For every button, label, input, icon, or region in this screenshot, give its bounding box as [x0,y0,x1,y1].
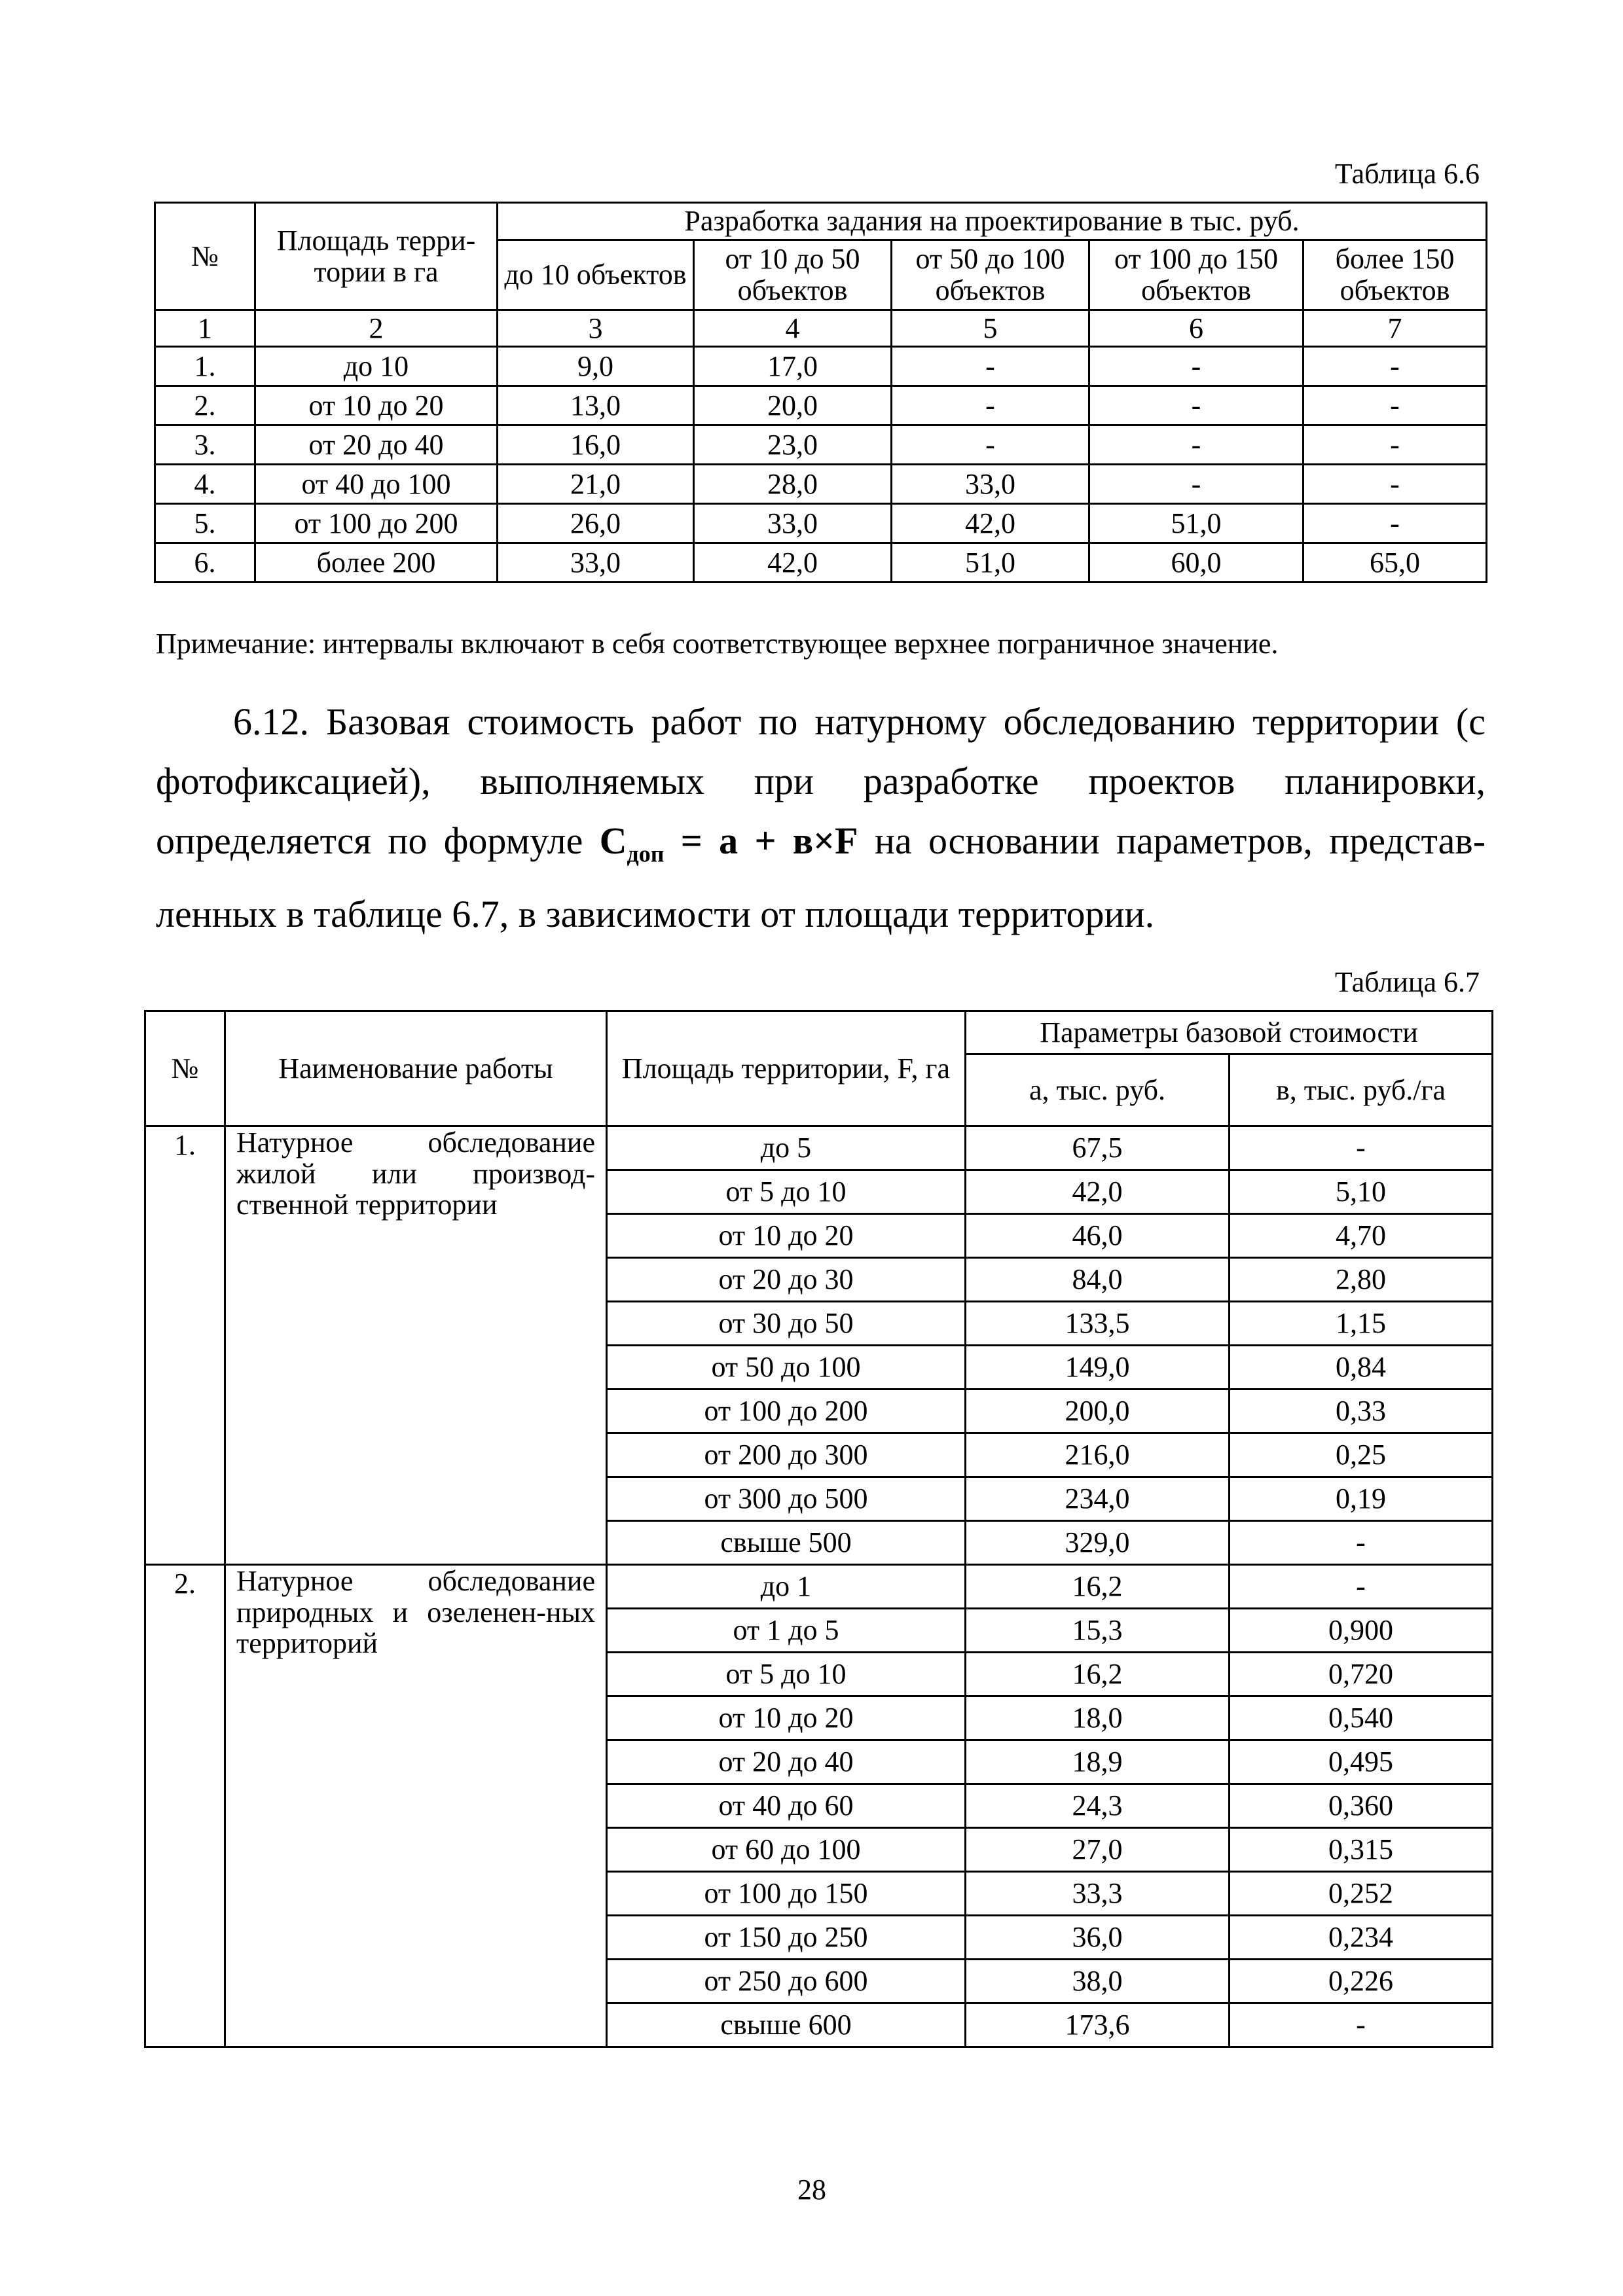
table-cell: - [1089,386,1304,425]
table-cell: 5,10 [1230,1170,1493,1214]
table-cell: свыше 500 [607,1521,966,1565]
table-cell: 3. [155,425,255,465]
paragraph-text-before: 6.12. Базовая стоимость работ по натурному обследованию территории (с фотофиксацией), выполняемых при разработке проектов планировки, определяется по формуле [156,700,1486,862]
table-cell: 2,80 [1230,1258,1493,1302]
table-cell: 27,0 [966,1828,1230,1872]
table-cell: от 5 до 10 [607,1170,966,1214]
paragraph-text-after: на основании параметров, представ-ленных в таблице 6.7, в зависимости от площади территории. [156,819,1486,935]
table-cell: 15,3 [966,1609,1230,1653]
table-cell: 7 [1304,310,1487,347]
table-cell: от 150 до 250 [607,1916,966,1960]
col-header-num: № [145,1011,225,1126]
index-row [155,310,1487,347]
table-cell: 1. [155,347,255,386]
col-header-a: а, тыс. руб. [966,1054,1230,1126]
table-note: Примечание: интервалы включают в себя соответствующее верхнее пограничное значение. [156,628,1279,660]
table-cell: - [1230,2003,1493,2047]
col-header: до 10 объектов [498,240,694,310]
table-cell: 9,0 [498,347,694,386]
table-row [155,347,1487,386]
table-cell: 133,5 [966,1302,1230,1346]
table-cell: до 1 [607,1565,966,1609]
table-cell: - [892,386,1089,425]
table-cell: от 100 до 200 [607,1390,966,1433]
table-cell: от 1 до 5 [607,1609,966,1653]
table-cell: 0,25 [1230,1433,1493,1477]
table-6-7-caption: Таблица 6.7 [1334,966,1480,998]
table-cell: до 5 [607,1126,966,1170]
table-row [145,1126,1493,1170]
table-cell: 5. [155,504,255,543]
table-cell: 33,0 [498,543,694,583]
table-cell: от 10 до 20 [607,1696,966,1740]
table-cell: 1 [155,310,255,347]
table-cell: от 100 до 200 [255,504,498,543]
table-cell: от 40 до 100 [255,465,498,504]
table-cell: - [1089,425,1304,465]
table-cell: от 60 до 100 [607,1828,966,1872]
table-cell: 4 [694,310,892,347]
table-cell: 6. [155,543,255,583]
table-cell: 51,0 [892,543,1089,583]
col-header-name: Наименование работы [225,1011,607,1126]
table-cell: 234,0 [966,1477,1230,1521]
col-header-num: № [155,203,255,310]
table-cell: 0,252 [1230,1872,1493,1916]
table-cell: 42,0 [694,543,892,583]
table-cell: 46,0 [966,1214,1230,1258]
table-row [155,543,1487,583]
group-name: Натурное обследование природных и озеленен-ных территорий [225,1565,607,2047]
table-cell: 42,0 [892,504,1089,543]
group-name: Натурное обследование жилой или производ-ственной территории [225,1126,607,1565]
table-cell: - [892,347,1089,386]
col-header: от 10 до 50 объектов [694,240,892,310]
table-cell: 0,226 [1230,1960,1493,2003]
table-cell: - [1304,425,1487,465]
col-header-group: Разработка задания на проектирование в тыс. руб. [498,203,1487,240]
table-cell: 24,3 [966,1784,1230,1828]
table-cell: - [1089,465,1304,504]
table-cell: 0,234 [1230,1916,1493,1960]
table-cell: 200,0 [966,1390,1230,1433]
table-cell: до 10 [255,347,498,386]
table-cell: - [1304,347,1487,386]
table-cell: 38,0 [966,1960,1230,2003]
table-cell: - [1089,347,1304,386]
table-cell: 2. [155,386,255,425]
col-header: от 50 до 100 объектов [892,240,1089,310]
formula [599,819,858,867]
table-cell: 0,33 [1230,1390,1493,1433]
table-cell: от 100 до 150 [607,1872,966,1916]
table-cell: более 200 [255,543,498,583]
table-cell: 28,0 [694,465,892,504]
table-cell: 329,0 [966,1521,1230,1565]
table-cell: от 20 до 30 [607,1258,966,1302]
table-cell: - [1230,1521,1493,1565]
table-cell: 0,900 [1230,1609,1493,1653]
table-cell: 13,0 [498,386,694,425]
table-6-6 [154,202,1487,583]
table-6-7 [144,1010,1493,2048]
table-cell: 67,5 [966,1126,1230,1170]
table-cell: 17,0 [694,347,892,386]
table-cell: 0,19 [1230,1477,1493,1521]
table-cell: 21,0 [498,465,694,504]
table-cell: - [1304,504,1487,543]
table-row [155,425,1487,465]
table-cell: 20,0 [694,386,892,425]
table-cell: от 20 до 40 [255,425,498,465]
table-cell: 16,2 [966,1653,1230,1696]
table-cell: 18,0 [966,1696,1230,1740]
table-cell: 149,0 [966,1346,1230,1390]
table-cell: от 300 до 500 [607,1477,966,1521]
col-header-b: в, тыс. руб./га [1230,1054,1493,1126]
page-number: 28 [797,2174,826,2206]
table-cell: от 200 до 300 [607,1433,966,1477]
table-cell: 0,315 [1230,1828,1493,1872]
table-cell: 6 [1089,310,1304,347]
table-cell: 33,0 [892,465,1089,504]
paragraph-6-12 [156,692,1486,944]
formula-rest: = а + в×F [664,819,858,862]
group-number: 1. [145,1126,225,1565]
table-cell: 18,9 [966,1740,1230,1784]
formula-subscript: доп [627,840,665,867]
table-cell: от 30 до 50 [607,1302,966,1346]
table-cell: 0,720 [1230,1653,1493,1696]
table-cell: 1,15 [1230,1302,1493,1346]
table-cell: от 5 до 10 [607,1653,966,1696]
table-cell: свыше 600 [607,2003,966,2047]
table-cell: от 50 до 100 [607,1346,966,1390]
table-cell: от 40 до 60 [607,1784,966,1828]
col-header: от 100 до 150 объектов [1089,240,1304,310]
table-cell: 65,0 [1304,543,1487,583]
table-cell: 36,0 [966,1916,1230,1960]
table-cell: 3 [498,310,694,347]
table-cell: 42,0 [966,1170,1230,1214]
table-cell: 26,0 [498,504,694,543]
table-row [155,504,1487,543]
table-cell: 23,0 [694,425,892,465]
formula-c: С [599,819,627,862]
table-row [155,465,1487,504]
table-cell: 84,0 [966,1258,1230,1302]
table-cell: 16,2 [966,1565,1230,1609]
table-row [155,386,1487,425]
col-header-area: Площадь терри-тории в га [255,203,498,310]
table-cell: 216,0 [966,1433,1230,1477]
col-header: более 150 объектов [1304,240,1487,310]
table-cell: 33,3 [966,1872,1230,1916]
table-cell: - [892,425,1089,465]
table-cell: - [1304,386,1487,425]
table-cell: 4. [155,465,255,504]
table-cell: от 10 до 20 [607,1214,966,1258]
table-cell: от 10 до 20 [255,386,498,425]
table-cell: - [1230,1126,1493,1170]
table-cell: 51,0 [1089,504,1304,543]
table-cell: 0,540 [1230,1696,1493,1740]
table-cell: 5 [892,310,1089,347]
table-cell: 0,360 [1230,1784,1493,1828]
table-row [145,1565,1493,1609]
group-number: 2. [145,1565,225,2047]
table-cell: 4,70 [1230,1214,1493,1258]
table-cell: 173,6 [966,2003,1230,2047]
table-cell: 60,0 [1089,543,1304,583]
table-cell: - [1304,465,1487,504]
table-cell: 2 [255,310,498,347]
table-cell: 16,0 [498,425,694,465]
table-cell: от 250 до 600 [607,1960,966,2003]
table-cell: 0,495 [1230,1740,1493,1784]
table-cell: от 20 до 40 [607,1740,966,1784]
table-cell: 33,0 [694,504,892,543]
table-cell: 0,84 [1230,1346,1493,1390]
table-6-6-caption: Таблица 6.6 [1334,158,1480,190]
table-cell: - [1230,1565,1493,1609]
col-header-area: Площадь территории, F, га [607,1011,966,1126]
col-header-group: Параметры базовой стоимости [966,1011,1493,1054]
